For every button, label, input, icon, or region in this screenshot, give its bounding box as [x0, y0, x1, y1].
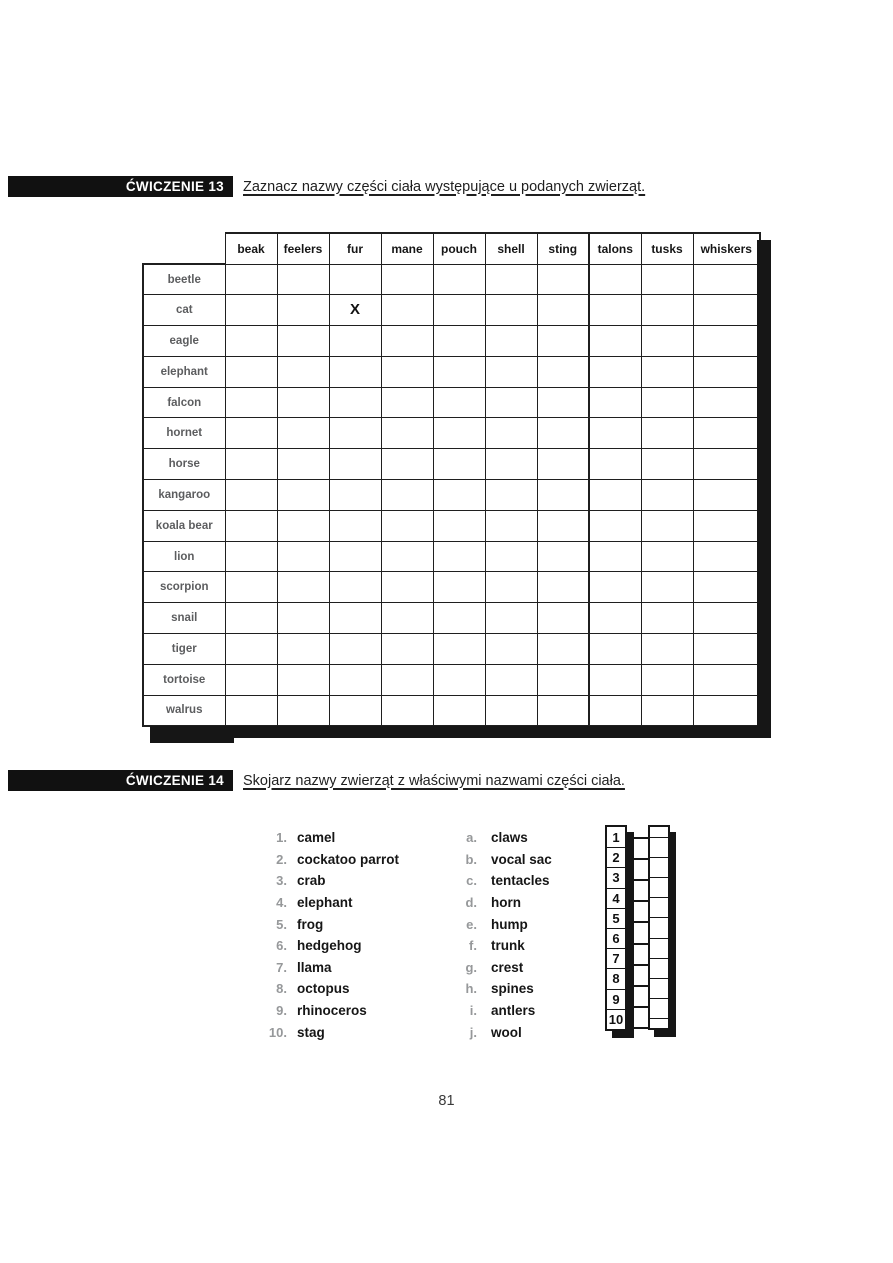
answer-cell-snail-whiskers[interactable] — [693, 603, 760, 634]
answer-cell-walrus-mane[interactable] — [381, 695, 433, 726]
grid-answer-cell-5[interactable] — [650, 917, 668, 937]
animal-name: stag — [297, 1024, 325, 1040]
column-header-mane: mane — [381, 233, 433, 264]
answer-cell-kangaroo-sting[interactable] — [537, 480, 589, 511]
grid-number-cell-8: 8 — [607, 968, 625, 988]
answer-cell-tiger-mane[interactable] — [381, 634, 433, 665]
animal-index: 1. — [276, 830, 287, 846]
animal-index: 5. — [276, 916, 287, 932]
answer-cell-tiger-beak[interactable] — [225, 634, 277, 665]
answer-cell-koala-bear-feelers[interactable] — [277, 510, 329, 541]
exercise14-header — [8, 770, 625, 791]
connector-line — [634, 900, 648, 902]
row-label-eagle: eagle — [143, 326, 225, 357]
answer-cell-walrus-pouch[interactable] — [433, 695, 485, 726]
row-label-beetle: beetle — [143, 264, 225, 295]
answer-cell-horse-mane[interactable] — [381, 449, 433, 480]
animal-list-item — [255, 892, 399, 914]
animal-name: hedgehog — [297, 938, 362, 954]
answer-cell-koala-bear-pouch[interactable] — [433, 510, 485, 541]
body-part-name: horn — [491, 895, 521, 911]
answer-cell-elephant-talons[interactable] — [589, 356, 641, 387]
answer-cell-tortoise-sting[interactable] — [537, 664, 589, 695]
body-part-letter: j. — [469, 1024, 477, 1040]
exercise13-header — [8, 176, 645, 197]
body-part-list-item — [448, 892, 552, 914]
answer-cell-scorpion-feelers[interactable] — [277, 572, 329, 603]
body-part-letter: c. — [466, 873, 477, 889]
answer-cell-kangaroo-feelers[interactable] — [277, 480, 329, 511]
table-shadow-bottom — [154, 726, 771, 738]
answer-cell-falcon-tusks[interactable] — [641, 387, 693, 418]
table-row — [143, 418, 760, 449]
answer-cell-tiger-pouch[interactable] — [433, 634, 485, 665]
answer-cell-kangaroo-fur[interactable] — [329, 480, 381, 511]
body-part-list-item — [448, 978, 552, 1000]
animal-name: cockatoo parrot — [297, 851, 400, 867]
answer-cell-elephant-tusks[interactable] — [641, 356, 693, 387]
answer-cell-cat-tusks[interactable] — [641, 295, 693, 326]
body-part-name: spines — [491, 981, 534, 997]
answer-cell-snail-talons[interactable] — [589, 603, 641, 634]
answer-cell-scorpion-mane[interactable] — [381, 572, 433, 603]
answer-grid-number-column — [605, 825, 627, 1031]
answer-cell-eagle-mane[interactable] — [381, 326, 433, 357]
answer-cell-lion-sting[interactable] — [537, 541, 589, 572]
connector-line — [634, 964, 648, 966]
answer-cell-beetle-pouch[interactable] — [433, 264, 485, 295]
grid-number-cell-4: 4 — [607, 888, 625, 908]
answer-cell-cat-pouch[interactable] — [433, 295, 485, 326]
answer-cell-horse-talons[interactable] — [589, 449, 641, 480]
body-part-name: antlers — [491, 1003, 536, 1019]
answer-cell-hornet-pouch[interactable] — [433, 418, 485, 449]
animal-index: 6. — [276, 938, 287, 954]
answer-cell-cat-fur[interactable] — [329, 295, 381, 326]
animal-list-item — [255, 1021, 399, 1043]
answer-cell-cat-beak[interactable] — [225, 295, 277, 326]
answer-cell-tortoise-fur[interactable] — [329, 664, 381, 695]
grid-answer-cell-6[interactable] — [650, 938, 668, 958]
answer-cell-hornet-feelers[interactable] — [277, 418, 329, 449]
body-part-letter: e. — [466, 916, 477, 932]
answer-cell-koala-bear-sting[interactable] — [537, 510, 589, 541]
answer-cell-horse-shell[interactable] — [485, 449, 537, 480]
body-part-list-item — [448, 1021, 552, 1043]
answer-cell-beetle-mane[interactable] — [381, 264, 433, 295]
answer-cell-beetle-tusks[interactable] — [641, 264, 693, 295]
table-row — [143, 295, 760, 326]
table-row — [143, 603, 760, 634]
grid-answer-cell-9[interactable] — [650, 998, 668, 1018]
row-label-lion: lion — [143, 541, 225, 572]
body-part-letter: f. — [469, 938, 477, 954]
answer-grid-answer-column — [648, 825, 670, 1030]
row-label-koala-bear: koala bear — [143, 510, 225, 541]
body-part-list-item — [448, 849, 552, 871]
row-label-kangaroo: kangaroo — [143, 480, 225, 511]
column-header-talons: talons — [589, 233, 641, 264]
animal-name: elephant — [297, 895, 353, 911]
answer-cell-snail-feelers[interactable] — [277, 603, 329, 634]
table-row — [143, 572, 760, 603]
answer-cell-tortoise-shell[interactable] — [485, 664, 537, 695]
table-row — [143, 695, 760, 726]
answer-cell-walrus-talons[interactable] — [589, 695, 641, 726]
animal-list-item — [255, 870, 399, 892]
body-part-list-item — [448, 827, 552, 849]
body-part-letter: b. — [465, 851, 477, 867]
body-part-list-item — [448, 870, 552, 892]
answer-cell-snail-pouch[interactable] — [433, 603, 485, 634]
table-row — [143, 634, 760, 665]
animal-index: 4. — [276, 895, 287, 911]
animal-index: 2. — [276, 851, 287, 867]
answer-cell-walrus-feelers[interactable] — [277, 695, 329, 726]
answer-cell-hornet-talons[interactable] — [589, 418, 641, 449]
answer-cell-falcon-beak[interactable] — [225, 387, 277, 418]
answer-cell-koala-bear-beak[interactable] — [225, 510, 277, 541]
grid-number-cell-7: 7 — [607, 948, 625, 968]
answer-cell-hornet-sting[interactable] — [537, 418, 589, 449]
animal-list-item — [255, 978, 399, 1000]
answer-cell-falcon-fur[interactable] — [329, 387, 381, 418]
answer-cell-tiger-feelers[interactable] — [277, 634, 329, 665]
answer-cell-beetle-sting[interactable] — [537, 264, 589, 295]
answer-cell-lion-pouch[interactable] — [433, 541, 485, 572]
grid-answer-cell-2[interactable] — [650, 857, 668, 877]
answer-cell-elephant-shell[interactable] — [485, 356, 537, 387]
body-part-letter: i. — [469, 1003, 477, 1019]
answer-cell-kangaroo-shell[interactable] — [485, 480, 537, 511]
body-part-name: vocal sac — [491, 851, 552, 867]
answer-cell-lion-beak[interactable] — [225, 541, 277, 572]
answer-cell-walrus-whiskers[interactable] — [693, 695, 760, 726]
answer-cell-scorpion-tusks[interactable] — [641, 572, 693, 603]
grid-answer-cell-8[interactable] — [650, 978, 668, 998]
answer-cell-elephant-fur[interactable] — [329, 356, 381, 387]
body-part-list-item — [448, 913, 552, 935]
answer-cell-beetle-feelers[interactable] — [277, 264, 329, 295]
column-header-pouch: pouch — [433, 233, 485, 264]
answer-cell-tiger-fur[interactable] — [329, 634, 381, 665]
body-part-list-item — [448, 957, 552, 979]
answer-cell-hornet-tusks[interactable] — [641, 418, 693, 449]
answer-cell-cat-feelers[interactable] — [277, 295, 329, 326]
connector-line — [634, 1006, 648, 1008]
answer-cell-tortoise-beak[interactable] — [225, 664, 277, 695]
exercise13-badge: ĆWICZENIE 13 — [8, 176, 233, 197]
answer-cell-cat-sting[interactable] — [537, 295, 589, 326]
answer-cell-elephant-feelers[interactable] — [277, 356, 329, 387]
grid-number-cell-3: 3 — [607, 867, 625, 887]
animal-list-item — [255, 913, 399, 935]
table-row — [143, 264, 760, 295]
animal-index: 9. — [276, 1003, 287, 1019]
grid-number-cell-2: 2 — [607, 847, 625, 867]
body-part-name: claws — [491, 830, 528, 846]
table-shadow-right — [757, 240, 771, 738]
answer-cell-kangaroo-whiskers[interactable] — [693, 480, 760, 511]
row-label-hornet: hornet — [143, 418, 225, 449]
table-row — [143, 480, 760, 511]
answer-cell-walrus-fur[interactable] — [329, 695, 381, 726]
answer-cell-snail-tusks[interactable] — [641, 603, 693, 634]
answer-cell-koala-bear-fur[interactable] — [329, 510, 381, 541]
answer-cell-walrus-sting[interactable] — [537, 695, 589, 726]
answer-cell-kangaroo-pouch[interactable] — [433, 480, 485, 511]
answer-cell-eagle-tusks[interactable] — [641, 326, 693, 357]
animal-name: frog — [297, 916, 324, 932]
row-label-elephant: elephant — [143, 356, 225, 387]
grid-number-cell-5: 5 — [607, 908, 625, 928]
answer-cell-eagle-sting[interactable] — [537, 326, 589, 357]
answer-cell-kangaroo-mane[interactable] — [381, 480, 433, 511]
answer-cell-hornet-whiskers[interactable] — [693, 418, 760, 449]
body-part-name: trunk — [491, 938, 525, 954]
answer-cell-tortoise-feelers[interactable] — [277, 664, 329, 695]
grid-number-cell-6: 6 — [607, 928, 625, 948]
answer-cell-scorpion-talons[interactable] — [589, 572, 641, 603]
answer-cell-cat-mane[interactable] — [381, 295, 433, 326]
animal-list-item — [255, 1000, 399, 1022]
answer-cell-koala-bear-mane[interactable] — [381, 510, 433, 541]
grid-answer-cell-1[interactable] — [650, 837, 668, 857]
answer-cell-elephant-pouch[interactable] — [433, 356, 485, 387]
grid-number-cell-9: 9 — [607, 989, 625, 1009]
table-row — [143, 356, 760, 387]
answer-cell-scorpion-pouch[interactable] — [433, 572, 485, 603]
exercise13-instruction: Zaznacz nazwy części ciała występujące u podanych zwierząt. — [243, 178, 646, 195]
body-part-letter: g. — [465, 959, 477, 975]
row-label-tortoise: tortoise — [143, 664, 225, 695]
animal-list-item — [255, 957, 399, 979]
page-number: 81 — [438, 1093, 455, 1109]
answer-cell-lion-fur[interactable] — [329, 541, 381, 572]
answer-cell-eagle-pouch[interactable] — [433, 326, 485, 357]
answer-cell-tortoise-tusks[interactable] — [641, 664, 693, 695]
answer-cell-horse-whiskers[interactable] — [693, 449, 760, 480]
animal-index: 3. — [276, 873, 287, 889]
answer-cell-falcon-sting[interactable] — [537, 387, 589, 418]
answer-cell-horse-tusks[interactable] — [641, 449, 693, 480]
answer-cell-elephant-beak[interactable] — [225, 356, 277, 387]
answer-cell-scorpion-whiskers[interactable] — [693, 572, 760, 603]
answer-cell-beetle-shell[interactable] — [485, 264, 537, 295]
answer-cell-hornet-mane[interactable] — [381, 418, 433, 449]
answer-cell-falcon-mane[interactable] — [381, 387, 433, 418]
table-header-row — [143, 233, 760, 264]
body-part-name: crest — [491, 959, 524, 975]
answer-cell-kangaroo-tusks[interactable] — [641, 480, 693, 511]
answer-cell-scorpion-sting[interactable] — [537, 572, 589, 603]
answer-cell-horse-fur[interactable] — [329, 449, 381, 480]
answer-cell-koala-bear-tusks[interactable] — [641, 510, 693, 541]
column-header-tusks: tusks — [641, 233, 693, 264]
body-parts-table — [142, 232, 761, 727]
row-label-cat: cat — [143, 295, 225, 326]
body-part-letter: h. — [465, 981, 477, 997]
grid-answer-half-cell — [650, 827, 668, 837]
animal-index: 8. — [276, 981, 287, 997]
answer-cell-snail-sting[interactable] — [537, 603, 589, 634]
answer-cell-eagle-talons[interactable] — [589, 326, 641, 357]
answer-cell-hornet-beak[interactable] — [225, 418, 277, 449]
row-label-tiger: tiger — [143, 634, 225, 665]
answer-cell-beetle-beak[interactable] — [225, 264, 277, 295]
answer-cell-scorpion-beak[interactable] — [225, 572, 277, 603]
answer-cell-snail-beak[interactable] — [225, 603, 277, 634]
column-header-fur: fur — [329, 233, 381, 264]
body-parts-list — [448, 827, 552, 1043]
answer-cell-hornet-shell[interactable] — [485, 418, 537, 449]
answer-cell-tiger-whiskers[interactable] — [693, 634, 760, 665]
answer-cell-tortoise-whiskers[interactable] — [693, 664, 760, 695]
mark-x: X — [349, 301, 360, 319]
answer-cell-hornet-fur[interactable] — [329, 418, 381, 449]
answer-cell-beetle-fur[interactable] — [329, 264, 381, 295]
column-header-sting: sting — [537, 233, 589, 264]
answer-cell-cat-talons[interactable] — [589, 295, 641, 326]
body-part-list-item — [448, 935, 552, 957]
answer-cell-scorpion-fur[interactable] — [329, 572, 381, 603]
answer-cell-tortoise-talons[interactable] — [589, 664, 641, 695]
grid-answer-cell-4[interactable] — [650, 897, 668, 917]
answer-cell-eagle-feelers[interactable] — [277, 326, 329, 357]
animal-name: camel — [297, 830, 336, 846]
body-part-name: hump — [491, 916, 528, 932]
body-part-letter: a. — [466, 830, 477, 846]
answer-cell-lion-feelers[interactable] — [277, 541, 329, 572]
answer-cell-lion-tusks[interactable] — [641, 541, 693, 572]
table-row — [143, 664, 760, 695]
animal-index: 10. — [268, 1024, 287, 1040]
answer-cell-lion-shell[interactable] — [485, 541, 537, 572]
animal-index: 7. — [276, 959, 287, 975]
exercise14-instruction: Skojarz nazwy zwierząt z właściwymi nazwami części ciała. — [243, 772, 625, 789]
answer-cell-horse-beak[interactable] — [225, 449, 277, 480]
row-label-walrus: walrus — [143, 695, 225, 726]
column-header-shell: shell — [485, 233, 537, 264]
row-label-horse: horse — [143, 449, 225, 480]
answer-cell-elephant-sting[interactable] — [537, 356, 589, 387]
connector-line — [634, 985, 648, 987]
answer-cell-horse-sting[interactable] — [537, 449, 589, 480]
answer-cell-kangaroo-beak[interactable] — [225, 480, 277, 511]
answer-cell-tiger-tusks[interactable] — [641, 634, 693, 665]
answer-cell-koala-bear-talons[interactable] — [589, 510, 641, 541]
column-header-whiskers: whiskers — [693, 233, 760, 264]
animal-list-item — [255, 827, 399, 849]
answer-cell-koala-bear-shell[interactable] — [485, 510, 537, 541]
animals-list — [255, 827, 399, 1043]
table-corner-cell — [143, 233, 225, 264]
answer-cell-eagle-beak[interactable] — [225, 326, 277, 357]
answer-cell-falcon-shell[interactable] — [485, 387, 537, 418]
connector-line — [634, 1027, 648, 1029]
grid-number-cell-1: 1 — [612, 829, 620, 845]
body-part-name: tentacles — [491, 873, 550, 889]
table-row — [143, 541, 760, 572]
connector-line — [634, 879, 648, 881]
answer-cell-horse-feelers[interactable] — [277, 449, 329, 480]
answer-cell-kangaroo-talons[interactable] — [589, 480, 641, 511]
answer-cell-tiger-talons[interactable] — [589, 634, 641, 665]
column-header-beak: beak — [225, 233, 277, 264]
connector-line — [634, 943, 648, 945]
answer-cell-cat-whiskers[interactable] — [693, 295, 760, 326]
animal-name: rhinoceros — [297, 1003, 367, 1019]
animal-list-item — [255, 849, 399, 871]
connector-line — [634, 837, 648, 839]
row-label-snail: snail — [143, 603, 225, 634]
body-part-list-item — [448, 1000, 552, 1022]
answer-cell-falcon-feelers[interactable] — [277, 387, 329, 418]
answer-cell-elephant-whiskers[interactable] — [693, 356, 760, 387]
answer-cell-lion-mane[interactable] — [381, 541, 433, 572]
connector-line — [634, 858, 648, 860]
table-row — [143, 510, 760, 541]
animal-list-item — [255, 935, 399, 957]
grid-answer-cell-7[interactable] — [650, 958, 668, 978]
table-shadow-label-column — [150, 726, 234, 743]
answer-cell-eagle-fur[interactable] — [329, 326, 381, 357]
answer-cell-scorpion-shell[interactable] — [485, 572, 537, 603]
row-label-scorpion: scorpion — [143, 572, 225, 603]
answer-cell-lion-talons[interactable] — [589, 541, 641, 572]
answer-cell-cat-shell[interactable] — [485, 295, 537, 326]
column-header-feelers: feelers — [277, 233, 329, 264]
answer-cell-tortoise-pouch[interactable] — [433, 664, 485, 695]
answer-cell-falcon-pouch[interactable] — [433, 387, 485, 418]
answer-cell-falcon-talons[interactable] — [589, 387, 641, 418]
answer-cell-horse-pouch[interactable] — [433, 449, 485, 480]
answer-cell-beetle-whiskers[interactable] — [693, 264, 760, 295]
grid-answer-cell-3[interactable] — [650, 877, 668, 897]
table-row — [143, 387, 760, 418]
answer-cell-eagle-whiskers[interactable] — [693, 326, 760, 357]
answer-cell-tortoise-mane[interactable] — [381, 664, 433, 695]
answer-cell-tiger-sting[interactable] — [537, 634, 589, 665]
animal-name: crab — [297, 873, 326, 889]
answer-cell-snail-fur[interactable] — [329, 603, 381, 634]
body-part-name: wool — [491, 1024, 522, 1040]
answer-cell-koala-bear-whiskers[interactable] — [693, 510, 760, 541]
answer-cell-eagle-shell[interactable] — [485, 326, 537, 357]
grid-number-cell-10: 10 — [607, 1009, 625, 1029]
table-row — [143, 326, 760, 357]
answer-cell-elephant-mane[interactable] — [381, 356, 433, 387]
answer-cell-falcon-whiskers[interactable] — [693, 387, 760, 418]
answer-cell-lion-whiskers[interactable] — [693, 541, 760, 572]
answer-cell-walrus-tusks[interactable] — [641, 695, 693, 726]
connector-line — [634, 921, 648, 923]
answer-cell-snail-mane[interactable] — [381, 603, 433, 634]
answer-cell-beetle-talons[interactable] — [589, 264, 641, 295]
answer-cell-tiger-shell[interactable] — [485, 634, 537, 665]
row-label-falcon: falcon — [143, 387, 225, 418]
table-row — [143, 449, 760, 480]
answer-cell-walrus-beak[interactable] — [225, 695, 277, 726]
body-part-letter: d. — [465, 895, 477, 911]
answer-cell-snail-shell[interactable] — [485, 603, 537, 634]
answer-cell-walrus-shell[interactable] — [485, 695, 537, 726]
animal-name: octopus — [297, 981, 350, 997]
animal-name: llama — [297, 959, 332, 975]
grid-answer-half-cell — [650, 1018, 668, 1028]
exercise14-badge: ĆWICZENIE 14 — [8, 770, 233, 791]
